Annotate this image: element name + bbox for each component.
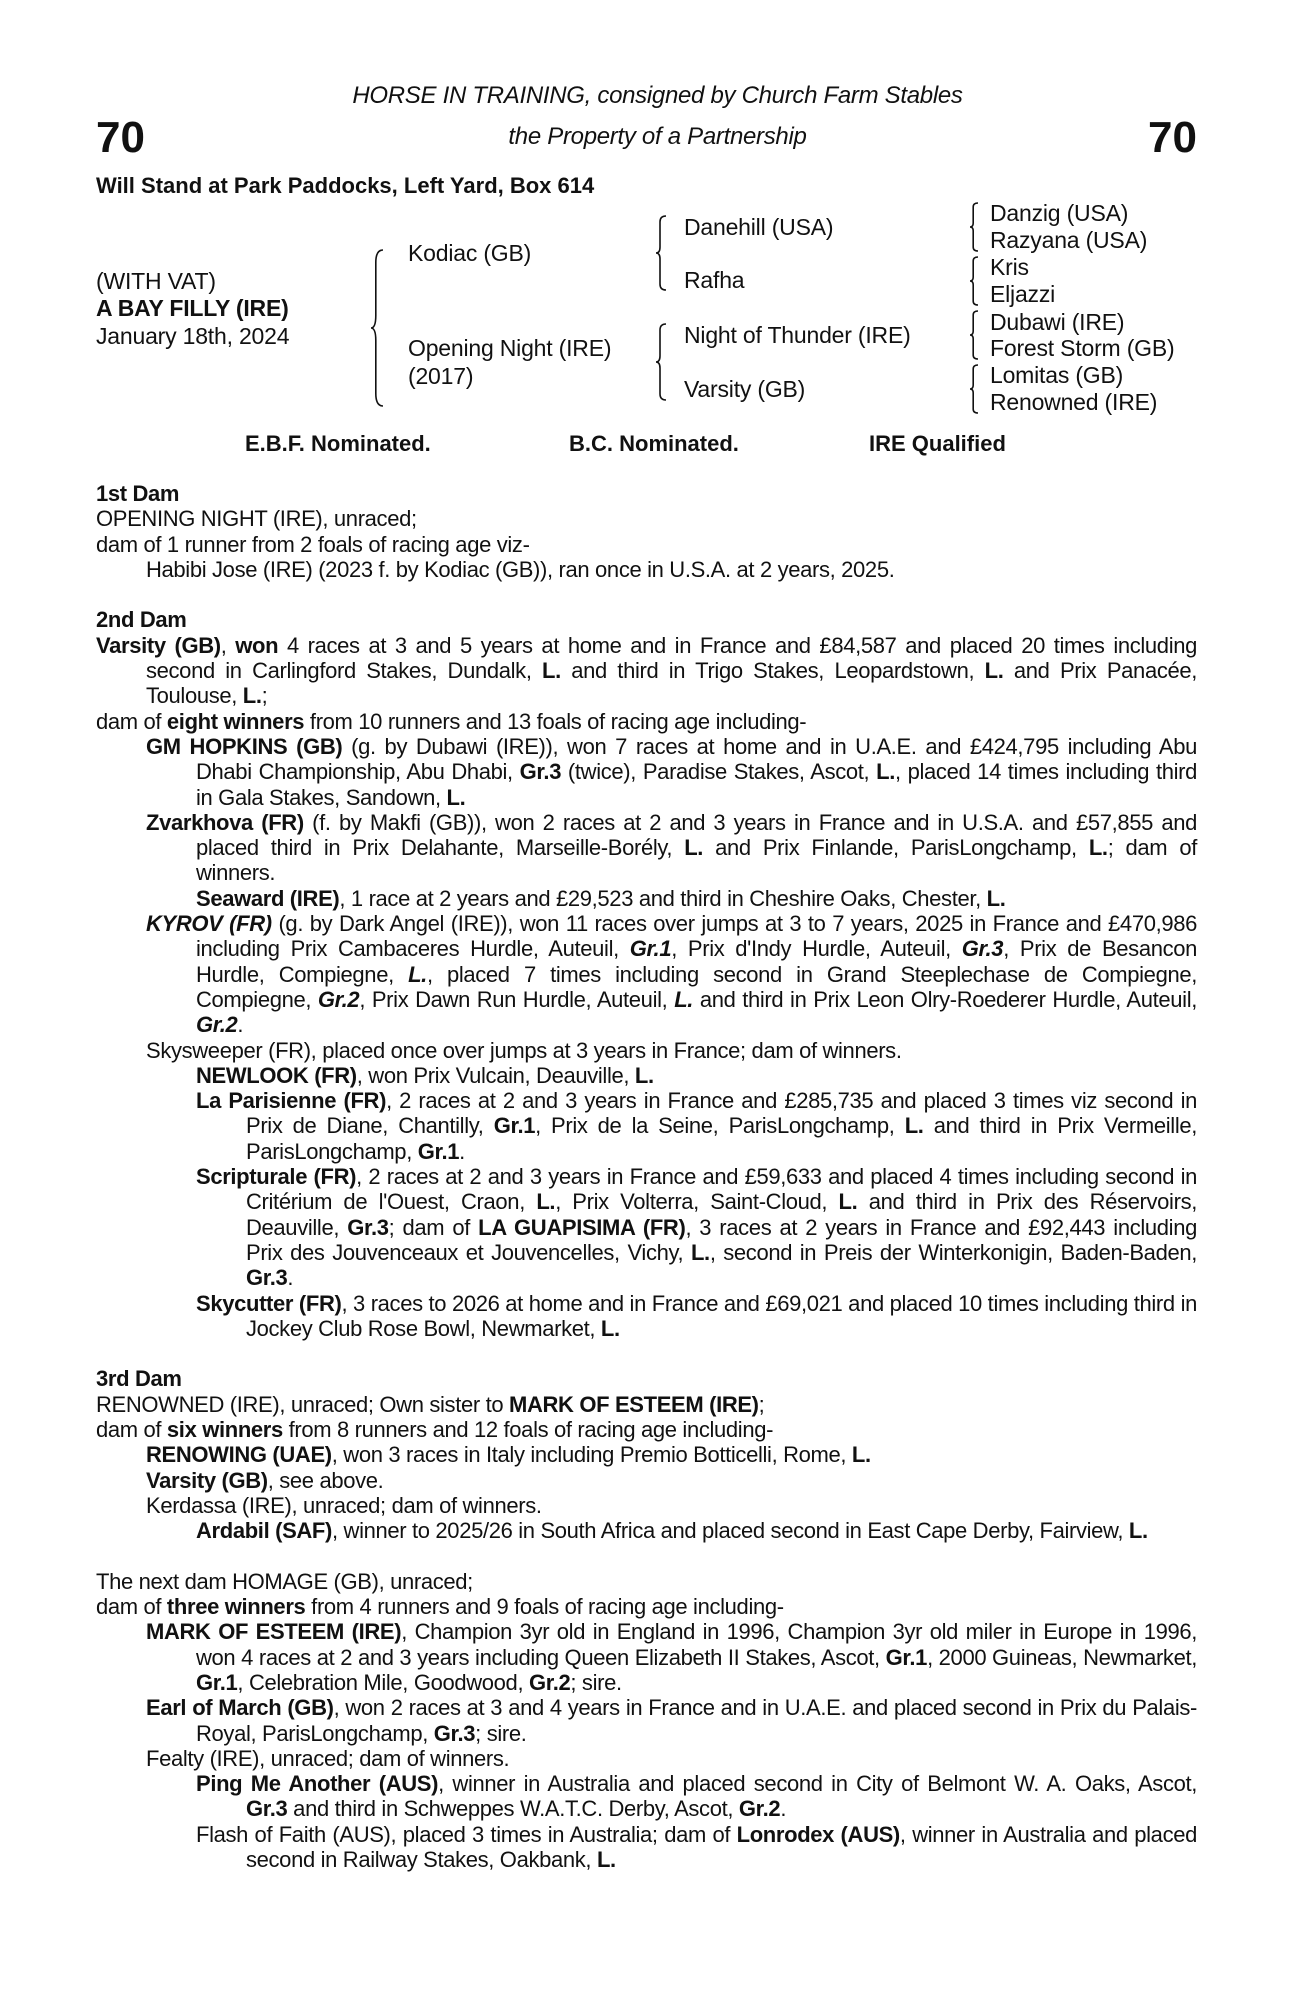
emphasis-text: La Parisienne (FR)	[196, 1088, 387, 1114]
sire-sire: Danehill (USA)	[684, 214, 834, 240]
record-text: and third in Prix des Réservoirs, Deauville,	[246, 1189, 1197, 1240]
record-text: (g. by Dubawi (IRE)), won 7 races at home and in U.A.E. and £424,795 including Abu Dhabi Championship, Abu Dhabi,	[196, 733, 1197, 785]
produce-record	[96, 532, 1197, 557]
record-text: , winner to 2025/26 in South Africa and placed second in East Cape Derby, Fairview,	[332, 1518, 1129, 1544]
foaling-date: January 18th, 2024	[96, 323, 290, 349]
record-text: ; sire.	[475, 1720, 527, 1746]
emphasis-text: L.	[242, 683, 262, 709]
record-text: , second in Preis der Winterkonigin, Baden-Baden,	[709, 1239, 1197, 1265]
emphasis-text: Skycutter (FR)	[196, 1290, 342, 1316]
ancestor-gen3: Kris	[990, 254, 1029, 280]
section-heading: 1st Dam	[96, 481, 180, 506]
produce-record	[96, 886, 1197, 911]
emphasis-text: Earl of March (GB)	[146, 1695, 334, 1721]
produce-record	[96, 1417, 1197, 1442]
dam: Opening Night (IRE)	[408, 335, 612, 361]
emphasis-text: L.	[446, 784, 466, 810]
pedigree-brace	[656, 324, 666, 400]
record-text: .	[459, 1138, 465, 1164]
ebf-nomination: E.B.F. Nominated.	[245, 431, 431, 456]
record-text: dam of	[96, 708, 167, 734]
record-text: , won 2 races at 3 and 4 years in France and in U.A.E. and placed second in Prix du Palais-Royal, ParisLongchamp,	[196, 1695, 1198, 1746]
record-text: from 8 runners and 12 foals of racing age including-	[282, 1416, 774, 1442]
record-text: , 3 races to 2026 at home and in France and £69,021 and placed 10 times including third in Jockey Club Rose Bowl, Newmarket,	[246, 1290, 1197, 1341]
record-text: ,	[220, 632, 236, 658]
record-text: ; dam of	[388, 1214, 479, 1240]
ancestor-gen3: Danzig (USA)	[990, 200, 1129, 226]
pedigree-brace	[970, 203, 978, 251]
produce-record	[96, 1746, 1197, 1771]
dam-section	[96, 1569, 1197, 1873]
record-text: , 1 race at 2 years and £29,523 and third in Cheshire Oaks, Chester,	[339, 885, 987, 911]
dam-sire: Night of Thunder (IRE)	[684, 322, 911, 348]
produce-record	[96, 506, 1197, 531]
emphasis-text: GM HOPKINS (GB)	[146, 733, 343, 759]
record-text: and third in Schweppes W.A.T.C. Derby, Ascot,	[287, 1796, 739, 1822]
record-text: .	[287, 1265, 294, 1291]
record-text: and Prix Panacée, Toulouse,	[146, 658, 1198, 709]
record-text: , Prix d'Indy Hurdle, Auteuil,	[671, 936, 962, 962]
record-text: (f. by Makfi (GB)), won 2 races at 2 and 3 years in France and in U.S.A. and £57,855 and placed third in Prix Delahante, Marseille-Borély,	[196, 809, 1197, 861]
emphasis-text: L.	[684, 835, 704, 861]
lot-number-right: 70	[1148, 113, 1197, 162]
emphasis-text: Gr.3	[347, 1214, 389, 1240]
emphasis-text: Ardabil (SAF)	[196, 1518, 333, 1544]
record-text: Skysweeper (FR), placed once over jumps at 3 years in France; dam of winners.	[146, 1037, 902, 1063]
emphasis-text: MARK OF ESTEEM (IRE)	[146, 1619, 402, 1645]
emphasis-text: Lonrodex (AUS)	[736, 1821, 900, 1847]
emphasis-text: Varsity (GB)	[146, 1467, 268, 1493]
produce-record	[96, 911, 1197, 1037]
ancestor-gen3: Razyana (USA)	[990, 227, 1148, 253]
lot-number-left: 70	[96, 113, 145, 162]
record-text: ;	[261, 683, 268, 709]
record-text: and third in Prix Leon Olry-Roederer Hurdle, Auteuil,	[693, 986, 1197, 1012]
emphasis-text: L.	[904, 1113, 924, 1139]
emphasis-text: LA GUAPISIMA (FR)	[478, 1214, 686, 1240]
bc-nomination: B.C. Nominated.	[569, 431, 739, 456]
emphasis-text: Gr.1	[417, 1138, 460, 1164]
record-text: , 3 races at 2 years in France and £92,443 including Prix des Jouvenceaux et Jouvencelles, Vichy,	[246, 1214, 1197, 1265]
record-text: The next dam HOMAGE (GB), unraced;	[96, 1568, 473, 1594]
produce-record	[96, 810, 1197, 886]
emphasis-text: Gr.3	[519, 759, 562, 785]
record-text: , 2 races at 2 and 3 years in France and £59,633 and placed 4 times including second in Critérium de l'Ouest, Craon,	[246, 1164, 1197, 1215]
emphasis-text: L.	[541, 658, 561, 684]
pedigree-brace	[970, 311, 978, 359]
dam-year: (2017)	[408, 363, 474, 389]
emphasis-text: L.	[1088, 835, 1108, 861]
record-text: Habibi Jose (IRE) (2023 f. by Kodiac (GB)), ran once in U.S.A. at 2 years, 2025.	[146, 556, 895, 582]
record-text: dam of	[96, 1416, 167, 1442]
record-text: , see above.	[267, 1467, 384, 1493]
record-text: , Prix Dawn Run Hurdle, Auteuil,	[359, 986, 675, 1012]
ancestor-gen3: Dubawi (IRE)	[990, 309, 1125, 335]
record-text: dam of 1 runner from 2 foals of racing age viz-	[96, 531, 530, 557]
vat-label: (WITH VAT)	[96, 268, 216, 294]
emphasis-text: Gr.1	[629, 936, 672, 962]
emphasis-text: Gr.3	[246, 1796, 288, 1822]
emphasis-text: Varsity (GB)	[96, 632, 221, 658]
produce-record	[96, 1594, 1197, 1619]
record-text: ; dam of winners.	[196, 835, 1197, 886]
record-text: , won 3 races in Italy including Premio Botticelli, Rome,	[331, 1442, 852, 1468]
record-text: , won Prix Vulcain, Deauville,	[356, 1062, 635, 1088]
emphasis-text: Zvarkhova (FR)	[146, 809, 304, 835]
emphasis-text: Gr.1	[196, 1669, 238, 1695]
section-heading: 3rd Dam	[96, 1366, 182, 1392]
produce-record	[96, 633, 1197, 709]
produce-record	[96, 734, 1197, 810]
emphasis-text: MARK OF ESTEEM (IRE)	[509, 1391, 759, 1417]
produce-record	[96, 1468, 1197, 1493]
produce-record	[96, 1063, 1197, 1088]
emphasis-text: Gr.3	[961, 936, 1004, 962]
produce-record	[96, 1771, 1197, 1822]
emphasis-text: Scripturale (FR)	[196, 1164, 357, 1190]
record-text: , winner in Australia and placed second in Railway Stakes, Oakbank,	[246, 1821, 1197, 1873]
record-text: Flash of Faith (AUS), placed 3 times in Australia; dam of	[196, 1821, 737, 1847]
produce-record	[96, 709, 1197, 734]
record-text: Kerdassa (IRE), unraced; dam of winners.	[146, 1492, 542, 1518]
emphasis-text: Ping Me Another (AUS)	[196, 1771, 439, 1797]
ancestor-gen3: Forest Storm (GB)	[990, 335, 1175, 361]
pedigree-brace	[656, 216, 666, 290]
record-text: OPENING NIGHT (IRE), unraced;	[96, 506, 417, 532]
section-heading: 2nd Dam	[96, 607, 187, 633]
record-text: , placed 7 times including second in Grand Steeplechase de Compiegne, Compiegne,	[196, 961, 1197, 1012]
emphasis-text: L.	[984, 658, 1004, 684]
record-text: (g. by Dark Angel (IRE)), won 11 races over jumps at 3 to 7 years, 2025 in France and £470,986 including Prix Cambaceres Hurdle, Auteuil,	[196, 911, 1198, 962]
record-text: RENOWNED (IRE), unraced; Own sister to	[96, 1391, 509, 1417]
emphasis-text: Gr.2	[528, 1669, 571, 1695]
emphasis-text: L.	[986, 885, 1006, 911]
produce-record	[96, 1569, 1197, 1594]
pedigree-brace	[970, 365, 978, 413]
ire-qualified: IRE Qualified	[869, 431, 1006, 456]
consignment-line: HORSE IN TRAINING, consigned by Church Farm Stables	[352, 82, 963, 109]
emphasis-text: Gr.2	[317, 986, 360, 1012]
record-text: ;	[758, 1391, 765, 1417]
dam-section	[96, 607, 1197, 1341]
record-text: , Celebration Mile, Goodwood,	[237, 1669, 529, 1695]
record-text: , Prix de la Seine, ParisLongchamp,	[535, 1113, 905, 1139]
record-text: (twice), Paradise Stakes, Ascot,	[561, 759, 877, 785]
produce-record	[96, 1442, 1197, 1467]
emphasis-text: L.	[690, 1239, 710, 1265]
emphasis-text: NEWLOOK (FR)	[196, 1062, 357, 1088]
record-text: dam of	[96, 1594, 167, 1620]
emphasis-text: L.	[838, 1189, 858, 1215]
record-text: , 2000 Guineas, Newmarket,	[927, 1644, 1197, 1670]
emphasis-text: Gr.3	[246, 1265, 288, 1291]
stand-location: Will Stand at Park Paddocks, Left Yard, Box 614	[96, 173, 595, 198]
produce-record	[96, 1291, 1197, 1342]
record-text: .	[780, 1796, 787, 1822]
record-text: 4 races at 3 and 5 years at home and in France and £84,587 and placed 20 times including second in Carlingford Stakes, Dundalk,	[146, 632, 1198, 684]
produce-record	[96, 1392, 1197, 1417]
produce-record	[96, 1493, 1197, 1518]
emphasis-text: Seaward (IRE)	[196, 885, 340, 911]
record-text: , Prix de Besancon Hurdle, Compiegne,	[196, 936, 1198, 987]
emphasis-text: six winners	[166, 1416, 283, 1442]
emphasis-text: won	[235, 632, 279, 658]
dam-section	[96, 481, 1197, 582]
record-text: Fealty (IRE), unraced; dam of winners.	[146, 1745, 510, 1771]
produce-record	[96, 557, 1197, 582]
emphasis-text: Gr.3	[433, 1720, 476, 1746]
emphasis-text: L.	[1128, 1518, 1148, 1544]
record-text: and third in Trigo Stakes, Leopardstown,	[560, 658, 985, 684]
record-text: ; sire.	[570, 1669, 622, 1695]
ancestor-gen3: Renowned (IRE)	[990, 389, 1158, 415]
pedigree-brace	[371, 250, 383, 406]
emphasis-text: L.	[634, 1062, 654, 1088]
record-text: , placed 14 times including third in Gala Stakes, Sandown,	[196, 759, 1198, 810]
record-text: , winner in Australia and placed second in City of Belmont W. A. Oaks, Ascot,	[438, 1771, 1198, 1797]
emphasis-text: L.	[536, 1189, 556, 1215]
horse-name: A BAY FILLY (IRE)	[96, 295, 289, 321]
emphasis-text: L.	[851, 1442, 871, 1468]
produce-record	[96, 1164, 1197, 1290]
emphasis-text: three winners	[166, 1594, 306, 1620]
record-text: , 2 races at 2 and 3 years in France and £285,735 and placed 3 times viz second in Prix de Diane, Chantilly,	[246, 1088, 1197, 1139]
produce-record	[96, 1695, 1197, 1746]
emphasis-text: Gr.1	[885, 1644, 928, 1670]
dam-line-body	[96, 481, 1197, 1898]
emphasis-text: Gr.1	[493, 1113, 536, 1139]
emphasis-text: Gr.2	[738, 1796, 781, 1822]
pedigree-brace	[970, 257, 978, 305]
emphasis-text: L.	[674, 986, 694, 1012]
emphasis-text: L.	[596, 1847, 616, 1873]
produce-record	[96, 1822, 1197, 1873]
record-text: from 4 runners and 9 foals of racing age including-	[305, 1594, 784, 1620]
ancestor-gen3: Lomitas (GB)	[990, 362, 1124, 388]
sire: Kodiac (GB)	[408, 240, 532, 266]
emphasis-text: KYROV (FR)	[146, 911, 272, 937]
sire-dam: Rafha	[684, 267, 745, 293]
emphasis-text: RENOWING (UAE)	[146, 1442, 332, 1468]
ancestor-gen3: Eljazzi	[990, 281, 1056, 307]
dam-section	[96, 1366, 1197, 1543]
produce-record	[96, 1518, 1197, 1543]
emphasis-text: Gr.2	[196, 1012, 238, 1038]
dam-dam: Varsity (GB)	[684, 376, 806, 402]
record-text: and third in Prix Vermeille, ParisLongchamp,	[246, 1113, 1198, 1164]
record-text: , Prix Volterra, Saint-Cloud,	[555, 1189, 839, 1215]
emphasis-text: L.	[876, 759, 896, 785]
produce-record	[96, 1619, 1197, 1695]
record-text: and Prix Finlande, ParisLongchamp,	[703, 835, 1089, 861]
produce-record	[96, 1038, 1197, 1063]
emphasis-text: L.	[408, 961, 427, 987]
property-line: the Property of a Partnership	[508, 123, 807, 150]
record-text: .	[237, 1012, 244, 1038]
emphasis-text: eight winners	[166, 708, 305, 734]
emphasis-text: L.	[600, 1315, 620, 1341]
record-text: , Champion 3yr old in England in 1996, Champion 3yr old miler in Europe in 1996, won 4 races at 2 and 3 years including Queen Elizabeth II Stakes, Ascot,	[196, 1619, 1197, 1670]
record-text: from 10 runners and 13 foals of racing age including-	[304, 708, 807, 734]
produce-record	[96, 1088, 1197, 1164]
